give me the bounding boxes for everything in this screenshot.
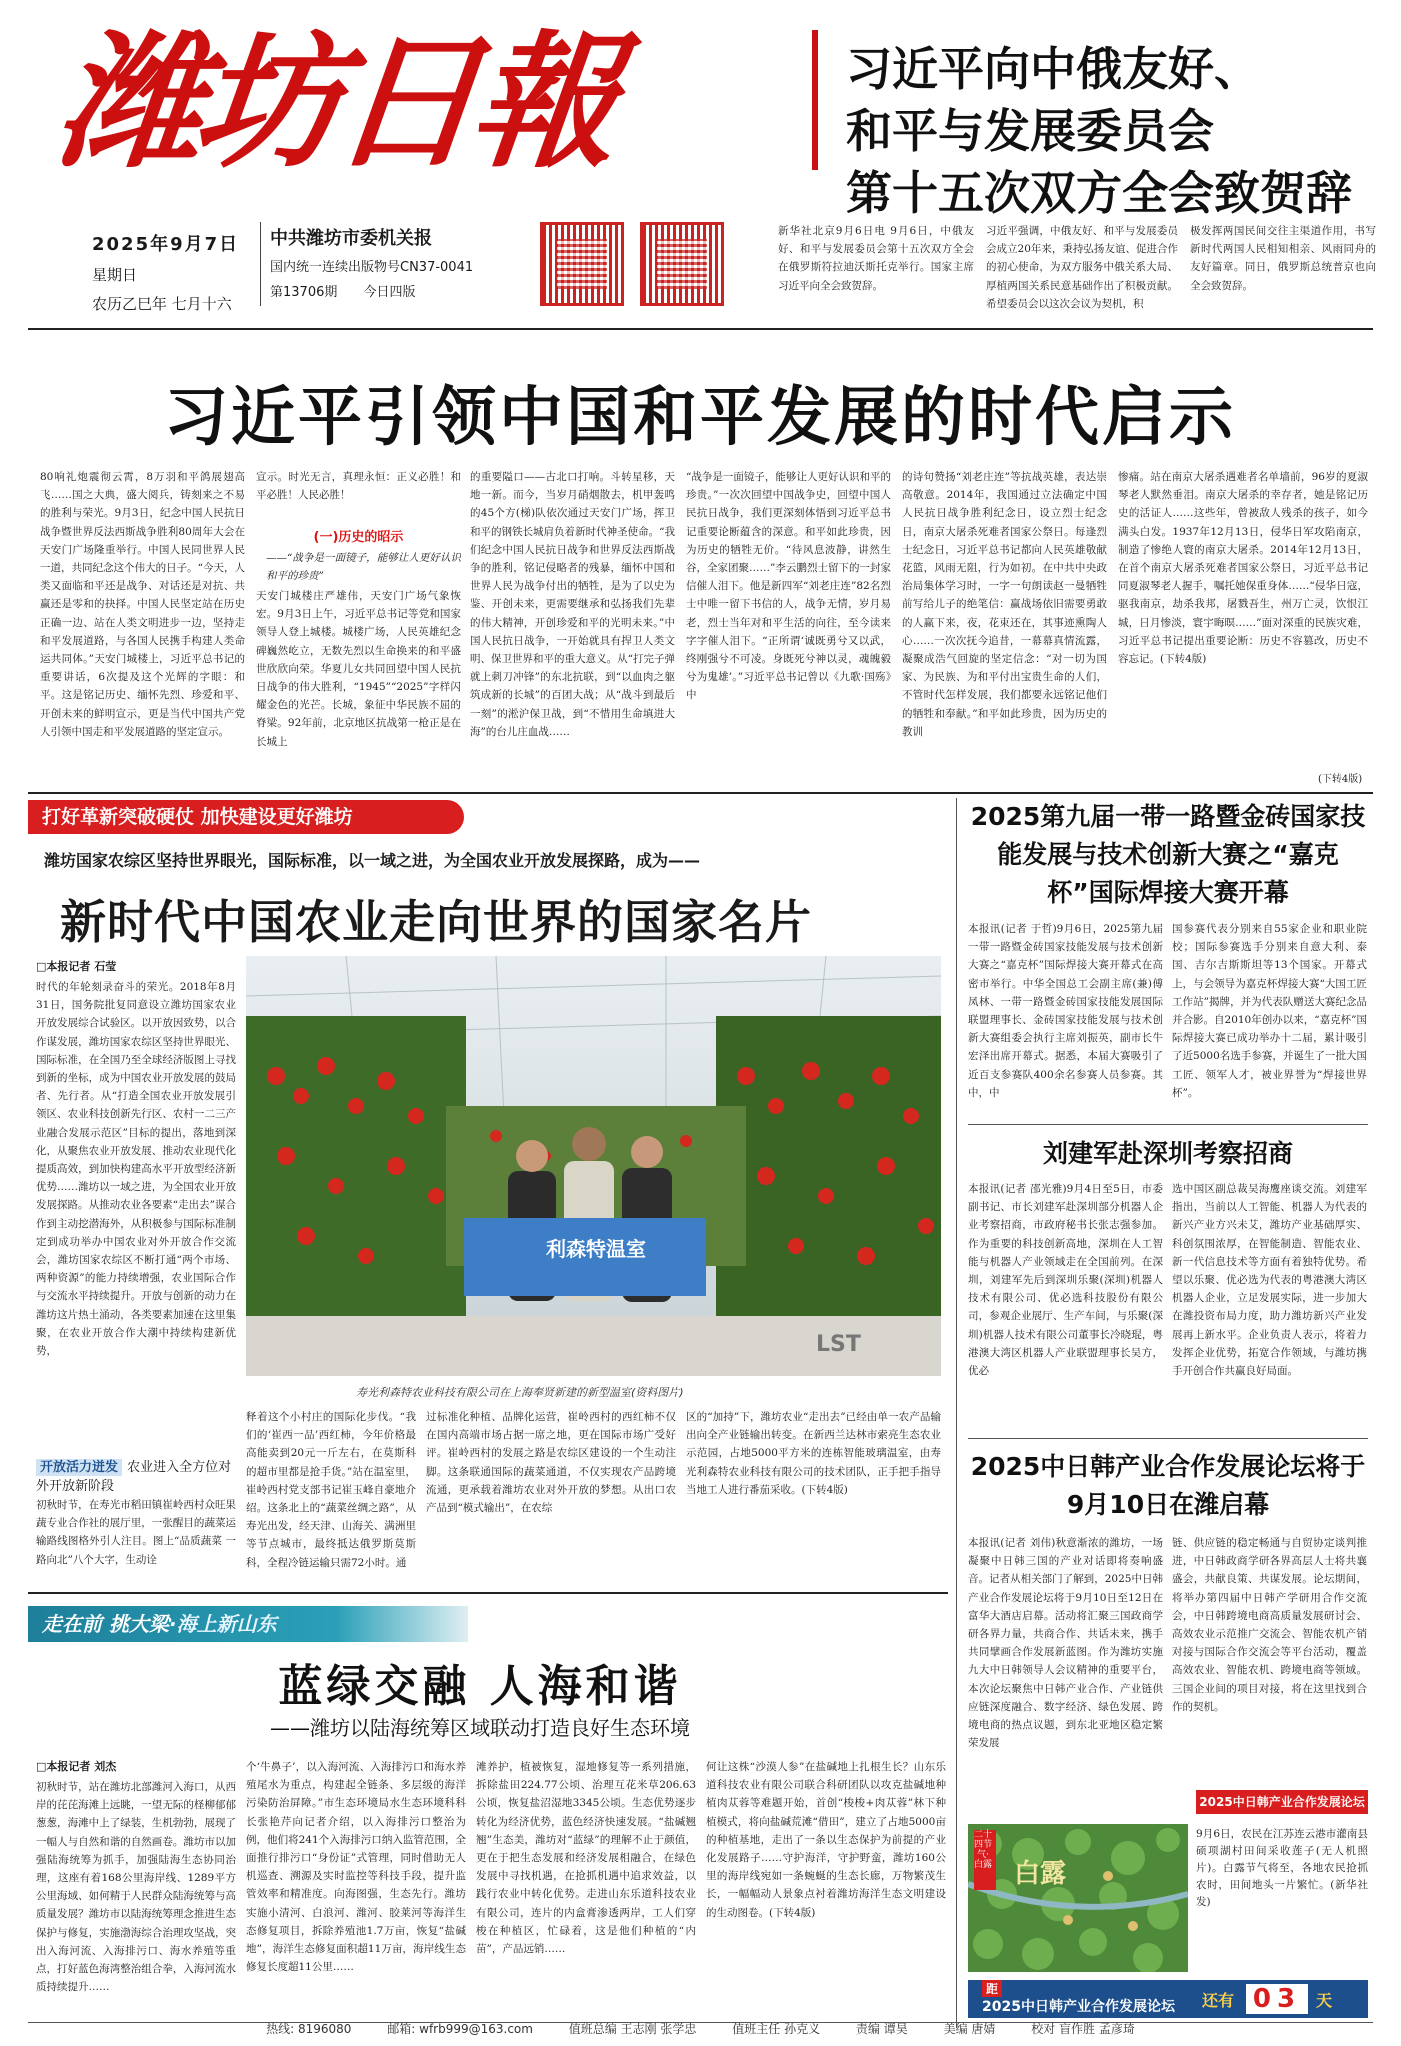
ocean-subheadline: ——潍坊以陆海统筹区域联动打造良好生态环境 [270,1716,690,1740]
ocean-col4: 何让这株“沙漠人参”在盐碱地上扎根生长？山东乐道科技农业有限公司联合科研团队以攻克盐碱地种植肉苁蓉等难题开始，首创“梭梭+肉苁蓉”林下种植模式，将向盐碱荒滩“借田”，建立了占地5000亩的种植基地，走出了一条以生态保护为前提的产业化发展路子……守护海洋，守护野蛮，潍坊160公里的海岸线宛如一条蜿蜒的生态长廊，万物繁茂生长，一幅幅动人景象点衬着潍坊海洋生态文明建设的生动图卷。(下转4版) [706,1761,946,1919]
lotus-caption: 9月6日，农民在江苏连云港市灌南县硕项湖村田间采收莲子(无人机照片)。白露节气将至，各地农民抢抓农时，田间地头一片繁忙。(新华社发) [1196,1828,1368,1908]
date-weekday: 星期日 [92,266,138,284]
countdown-unit: 天 [1316,1991,1333,2010]
liu-headline: 刘建军赴深圳考察招商 [1042,1139,1293,1168]
agri-intro: 潍坊国家农综区坚持世界眼光，国际标准，以一域之进，为全国农业开放发展探路，成为—— [44,851,701,870]
liu-col2: 选中国区副总裁吴海鹰座谈交流。刘建军指出，当前以人工智能、机器人为代表的新兴产业方兴未艾，潍坊产业基础厚实、科创氛围浓厚，在智能制造、智能农业、新一代信息技术等方面有着独特优势。希望以乐聚、优必选为代表的粤港澳大湾区机器人企业，立足发展实际，进一步加大在潍投资布局力度，助力潍坊新兴产业发展再上新水平。企业负责人表示，将着力发挥企业优势，拓宽合作领域，与潍坊携手开创合作共赢良好局面。 [1172,1183,1367,1378]
date-gregorian: 2025年9月7日 [92,234,240,255]
agri-col-b: 释着这个小村庄的国际化步伐。“我们的‘崔西一品’西红柿，今年价格最高能卖到20元一斤左右，在莫斯科的超市里都是抢手货。”站在温室里，崔岭西村党支部书记崔玉峰自豪地介绍。这条北上的“蔬菜丝绸之路”，从寿光出发，经天津、山海关、满洲里等节点城市，最终抵达俄罗斯莫斯科，全程冷链运输只需72小时。通 [246,1411,416,1569]
top-story-col2: 习近平强调，中俄友好、和平与发展委员会成立20年来，秉持弘扬友谊、促进合作的初心使命，为双方服务中俄关系大局、厚植两国关系民意基础作出了积极贡献。希望委员会以这次会议为契机，积 [986,225,1178,310]
ocean-byline: □本报记者 刘杰 [36,1760,117,1773]
lead-continued: (下转4版) [1318,774,1363,785]
column-divider [956,798,957,2028]
liu-col1: 本报讯(记者 邵光雅)9月4日至5日，市委副书记、市长刘建军赴深圳部分机器人企业考察招商，市政府秘书长张志强参加。作为重要的科技创新高地，深圳在人工智能与机器人产业领域走在全国前列。在深圳，刘建军先后到深圳乐聚(深圳)机器人技术有限公司、优必选科技股份有限公司，参观企业展厅、生产车间，与乐聚(深圳)机器人技术有限公司董事长冷晓琨，粤港澳大湾区机器人产业联盟理事长吴方，优必 [968,1183,1163,1378]
rule [28,792,1373,794]
lead-col2-wrap [256,468,461,786]
lead-subhead: (一)历史的昭示 [313,530,404,545]
footer [0,2020,1401,2044]
top-story-col3: 极发挥两国民间交往主渠道作用，书写新时代两国人民相知相亲、风雨同舟的友好篇章。同日，俄罗斯总统普京也向全会致贺辞。 [1190,225,1376,292]
agri-col-c: 过标准化种植、品牌化运营，崔岭西村的西红柿不仅在国内高端市场占据一席之地，更在国际市场广受好评。崔岭西村的发展之路是农综区建设的一个生动注脚。这条联通国际的蔬菜通道，不仅实现农产品跨境流通，更承载着潍坊农业对外开放的梦想。从出口农产品到“模式输出”，在农综 [426,1411,676,1515]
top-title-line: 习近平向中俄友好、 [846,42,1260,96]
section-band: 打好革新突破硬仗 加快建设更好潍坊 [28,800,464,834]
ocean-col1: 初秋时节，站在潍坊北部潍河入海口，从西岸的芘芘海滩上远眺，一望无际的柽柳郁郁葱葱，海滩中上了绿装，生机勃勃，展现了一幅人与自然和谐的自然画卷。潍坊市以加强陆海统筹为抓手，加强陆海生态协同治理，这座有着168公里海岸线、1289平方公里海域、如何精于人民群众陆海统筹与高质量发展？潍坊市以陆海统筹理念推进生态保护与修复，实施渤海综合治理攻坚战，突出入海河流、入海排污口、海水养殖等重点，打好蓝色海湾整治组合拳，入海河流水质持续提升…… [36,1781,236,1994]
footer-hotline: 热线: 8196080 [266,2022,352,2036]
welding-col1: 本报讯(记者 于哲)9月6日，2025第九届一带一路暨金砖国家技能发展与技术创新大赛之“嘉克杯”国际焊接大赛开幕式在高密市举行。中华全国总工会副主席(兼)傅凤林、一带一路暨金砖国家技能发展国际联盟理事长、金砖国家技能发展与技术创新大赛组委会执行主席刘振英，副市长牛宏泽出席开幕式。据悉，本届大赛吸引了近百支参赛队400余名参赛人员参赛。其中，中 [968,923,1163,1099]
lead-col6: 惨痛。站在南京大屠杀遇难者名单墙前，96岁的夏淑琴老人默然垂泪。南京大屠杀的幸存者，她是铭记历史的活证人……这些年，曾被敌人残杀的孩子，如今满头白发。1937年12月13日，侵华日军攻陷南京，制造了惨绝人寰的南京大屠杀。2014年12月13日，在首个南京大屠杀死难者国家公祭日，习近平总书记同夏淑琴老人握手，嘱托她保重身体……“侵华日寇，驱我南京，劫杀我邦，屠戮吾生，州万亡灵，饮恨江城，日月惨淡，寰宇晦暝……”面对深重的民族灾难，习近平总书记提出重要论断：历史不容篡改，历史不容忘记。(下转4版) [1118,471,1368,666]
lead-col2: 天安门城楼庄严雄伟，天安门广场气象恢宏。9月3日上午，习近平总书记等党和国家领导人登上城楼。城楼广场，人民英雄纪念碑巍然屹立，无数先烈以生命换来的和平盛世欣欣向荣。华夏儿女共同回望中国人民抗日战争的伟大胜利，“1945”“2025”字样闪耀金色的光芒。长城，象征中华民族不屈的脊梁。92年前，北京地区抗战第一枪正是在长城上 [256,590,461,748]
org-name: 中共潍坊市委机关报 [270,228,432,249]
rule [968,1124,1368,1125]
rule [28,1592,948,1594]
newspaper-logo: 潍坊日報 [49,17,620,188]
lead-col5: 的诗句赞扬“刘老庄连”等抗战英雄，表达崇高敬意。2014年，我国通过立法确定中国人民抗日战争胜利纪念日，设立烈士纪念日，南京大屠杀死难者国家公祭日。每逢烈士纪念日，习近平总书记都向人民英雄敬献花篮，风雨无阻，行为如初。在中共中央政治局集体学习时，一字一句朗读赵一曼牺牲前写给儿子的绝笔信：赢战场依旧需要勇敢的人赢下来，夜，花束还在，其事迹熏陶人心……一次次抚今追昔，一幕幕真情流露，凝聚成浩气回旋的坚定信念：“对一切为国家、为民族、为和平付出宝贵生命的人们，不管时代怎样发展，我们都要永远铭记他们的牺牲和奉献。”和平如此珍贵，因为历史的教训 [902,471,1107,738]
agri-headline: 新时代中国农业走向世界的国家名片 [60,895,812,949]
solar-term-badge: 二十四节气·白露 [974,1830,993,1870]
top-story-title [846,38,1376,224]
welding-col2: 国参赛代表分别来自55家企业和职业院校；国际参赛选手分别来自意大利、泰国、吉尔吉斯斯坦等13个国家。开幕式上，与会领导为嘉克杯焊接大赛“大国工匠工作站”揭牌，并为代表队赠送大赛纪念品并合影。自2010年创办以来，“嘉克杯”国际焊接大赛已成功举办十二届，累计吸引了近5000名选手参赛，并诞生了一批大国工匠、领军人才，被业界誉为“焊接世界杯”。 [1172,923,1367,1099]
qr-code-1[interactable] [540,222,624,306]
forum-badge: 2025中日韩产业合作发展论坛 [1196,1790,1368,1814]
greenhouse-photo [246,956,941,1376]
banner-text: 利森特温室 [546,1237,646,1261]
countdown-banner [968,1980,1368,2018]
divider [260,222,261,306]
org-block [270,224,520,300]
rule [968,1438,1368,1439]
date-lunar: 农历乙巳年 七月十六 [92,295,232,313]
org-issue-pages [270,281,520,300]
org-cn: 国内统一连续出版物号CN37-0041 [270,260,474,275]
lotus-field-photo [968,1824,1188,1972]
lead-col2-pre: 宣示。时光无言，真理永恒：正义必胜！和平必胜！人民必胜！ [256,471,461,502]
lotus-photo [968,1824,1188,1972]
lead-col4: “战争是一面镜子，能够让人更好认识和平的珍贵。”一次次回望中国战争史，回望中国人民抗日战争，我们更深刻体悟到习近平总书记重要论断蕴含的深意。和平如此珍贵，因为历史的牺牲无价。“待风息波静，讲然生谷，全家团聚……”李云鹏烈士留下的一封家信催人泪下。他是新四军“刘老庄连”82名烈士中唯一留下书信的人，战争无情，岁月易老，烈士当年对和平生活的向往，至今读来字字催人泪下。“正所谓‘诚既勇兮又以武，终刚强兮不可凌。身既死兮神以灵，魂魄毅兮为鬼雄’。”习近平总书记曾以《九歌·国殇》中 [686,471,891,702]
agri-sub-text: 农业进入全方位对外开放新阶段 [36,1460,232,1494]
accent-bar [812,30,818,170]
footer-email: 邮箱: wfrb999@163.com [387,2022,533,2036]
ocean-band-text2: ·海上新山东 [168,1612,277,1636]
lead-col1: 80响礼炮震彻云霄，8万羽和平鸽展翅高飞……国之大典，盛大阅兵，铸刻来之不易的胜利与荣光。9月3日，纪念中国人民抗日战争暨世界反法西斯战争胜利80周年大会在天安门广场隆重举行。中国人民同世界人民一道，共同纪念这个伟大的日子。“今天，人类又面临和平还是战争、对话还是对抗、共赢还是零和的抉择。中国人民坚定站在历史正确一边、站在人类文明进步一边，坚持走和平发展道路，与各国人民携手构建人类命运共同体。”天安门城楼上，习近平总书记的重要讲话，6次提及这个光辉的字眼：和平。这是铭记历史、缅怀先烈、珍爱和平、开创未来的鲜明宣示，更是当代中国共产党人引领中国走和平发展道路的坚定宣示。 [40,471,245,738]
footer-director: 值班主任 孙克义 [732,2022,821,2036]
countdown-prefix: 距 [982,1980,1002,1997]
forum-col1: 本报讯(记者 刘伟)秋意渐浓的潍坊，一场凝聚中日韩三国的产业对话即将奏响盛音。记者从相关部门了解到，2025中日韩产业合作发展论坛将于9月10日至12日在富华大酒店启幕。活动将汇聚三国政商学研各界力量，共商合作、共话未来，携手共同擘画合作发展新蓝图。作为潍坊实施九大中日韩领导人会议精神的重要平台，本次论坛聚焦中日韩产业合作、产业链供应链深度融合、数字经济、绿色发展、跨境电商的热点议题，到东北亚地区稳定繁荣发展 [968,1537,1163,1750]
svg-text:LST: LST [816,1332,861,1357]
footer-proofreader: 校对 盲作胜 孟彦琦 [1031,2022,1135,2036]
agri-photo-caption: 寿光利森特农业科技有限公司在上海奉贤新建的新型温室(资料图片) [356,1386,684,1399]
org-pages: 今日四版 [363,285,416,300]
welding-headline: 2025第九届一带一路暨金砖国家技能发展与技术创新大赛之“嘉克杯”国际焊接大赛开幕 [970,802,1366,907]
footer-editor: 责编 谭昊 [855,2022,908,2036]
agri-col1-wrap [36,958,236,1468]
agri-photo [246,956,941,1376]
lead-headline: 习近平引领中国和平发展的时代启示 [164,380,1236,455]
countdown-text: 2025中日韩产业合作发展论坛 [982,1999,1175,2015]
footer-designer: 美编 唐婧 [943,2022,996,2036]
masthead [49,17,728,218]
ocean-col2: 个‘牛鼻子’，以入海河流、入海排污口和海水养殖尾水为重点，构建起全链条、多层级的海洋污染防治屏障。”市生态环境局水生态环境科科长张艳芹向记者介绍，以入海排污口整治为例，他们将241个入海排污口纳入监管范围，全面推行排污口“身份证”式管理，同时借助无人机巡查、溯源及实时监控等科技手段，提升监管效率和精准度。向海图强，生态先行。潍坊实施小清河、白浪河、潍河、胶莱河等海洋生态修复项目，拆除养殖池1.7万亩，恢复“盐碱地”，海洋生态修复面积超11万亩，海岸线生态修复长度超11公里…… [246,1761,466,1974]
ocean-headline: 蓝绿交融 人海和谐 [278,1661,682,1712]
countdown-days: 03 [1246,1984,1308,2014]
lead-col3: 的重要隘口——古北口打响。斗转星移，天地一新。而今，当岁月硝烟散去，机甲轰鸣的45个方(梯)队依次通过天安门广场，挥卫和平的钢铁长城肩负着新时代神圣使命。“我们纪念中国人民抗日战争和世界反法西斯战争的胜利，铭记侵略者的残暴，缅怀中国和世界人民为战争付出的牺牲，是为了以史为鉴、开创未来，更需要继承和弘扬我们先辈的伟大精神，开创珍爱和平的光明未来。”中国人民抗日战争，一开始就具有捍卫人类文明、保卫世界和平的重大意义。从“打完子弹就上刺刀冲锋”的东北抗联，到“以血肉之躯筑成新的长城”的百团大战；从“战斗到最后一刻”的淞沪保卫战，到“不惜用生命填进大海”的台儿庄血战…… [470,471,675,738]
top-story-col1: 新华社北京9月6日电 9月6日，中俄友好、和平与发展委员会第十五次双方全会在俄罗斯符拉迪沃斯托克举行。国家主席习近平向全会致贺辞。 [778,225,974,292]
qr-code-2[interactable] [640,222,724,306]
forum-headline: 2025中日韩产业合作发展论坛将于9月10日在潍启幕 [970,1452,1366,1519]
org-issue: 第13706期 [270,285,338,300]
rule [28,328,1373,330]
ocean-band-text: 走在前 挑大梁 [42,1612,169,1636]
agri-col1: 时代的年轮刻录奋斗的荣光。2018年8月31日，国务院批复同意设立潍坊国家农业开放发展综合试验区。以开放因致势，以合作谋发展，潍坊国家农综区坚持世界眼光、国际标准，在全国乃至全球经济版图上寻找到新的坐标，成为中国农业开放发展的鼓局者、先行者。从“打造全国农业开放发展引领区、农业科技创新先行区、农村一二三产业融合发展示范区”目标的提出，落地到深化，从聚焦农业开放发展、推动农业现代化提质高效，到加快构建高水平开放型经济新优势……潍坊以一域之进，为全国农业开放发展探路。从推动农业各要素“走出去”谋合作到主动挖潜海外，从积极参与国际标准制定到成功举办中国农业对外开放合作交流会，潍坊国家农综区不断打通“两个市场、两种资源”的能力持续增强，农业国际合作与交流水平持续提升。开放与创新的动力在潍坊这片热土涌动，各类要素加速在这里集聚，在农业开放合作大潮中持续构建新优势， [36,981,236,1358]
ocean-col1-wrap [36,1758,236,2014]
agri-subhead-wrap [36,1456,236,1494]
agri-sub-label: 开放活力迸发 [36,1459,122,1476]
agri-col-a: 初秋时节，在寿光市稻田镇崔岭西村众旺果蔬专业合作社的展厅里，一张醒目的蔬菜运输路线图格外引人注目。图上“品质蔬菜 一路向北”八个大字，生动诠 [36,1499,236,1566]
forum-col2: 链、供应链的稳定畅通与自贸协定谈判推进，中日韩政商学研各界高层人士将共襄盛会，共献良策、共谋发展。论坛期间，将举办第四届中日韩产学研用合作交流会，中日韩跨境电商高质量发展研讨会、高效农业示范推广交流会、智能农机产销对接与国际合作交流会等平台活动，覆盖高效农业、智能农机、跨境电商等领域。三国企业间的项目对接，将在这里找到合作的契机。 [1172,1537,1367,1713]
ocean-col3: 滩养护，植被恢复，湿地修复等一系列措施，拆除盐田224.77公顷、治理互花米草206.63公顷，恢复盐沼湿地3345公顷。生态优势逐步转化为经济优势，蓝色经济快速发展。“盐碱翘翘”生态美，潍坊对“蓝绿”的理解不止于颜值，更在于把生态发展和经济发展相融合，在绿色发展中寻找机遇，在抢抓机遇中追求效益，以践行农业中转化优势。走进山东乐道科技农业有限公司，连片的内盒膏渗透两岸，工人们穿梭在种植区，忙碌着，这是他们种植的“内苗”，产品远销…… [476,1761,696,1956]
ocean-band [28,1606,468,1642]
top-title-line: 和平与发展委员会 [846,104,1214,158]
footer-editor-chief: 值班总编 王志刚 张学忠 [568,2022,697,2036]
agri-col-d: 区的“加持”下，潍坊农业“走出去”已经由单一农产品输出向全产业链输出转变。在新西兰达林市索亮生态农业示范园，占地5000平方米的连栋智能玻璃温室，由寿光利森特农业科技有限公司的技术团队，正手把手指导当地工人进行番茄采收。(下转4版) [686,1411,941,1496]
svg-text:白露: 白露 [1014,1859,1067,1889]
agri-byline: □本报记者 石莹 [36,960,117,973]
lead-quote: ——“战争是一面镜子，能够让人更好认识和平的珍贵” [266,552,461,583]
date-block [92,230,239,314]
countdown-still: 还有 [1202,1991,1235,2010]
top-title-line: 第十五次双方全会致贺辞 [846,166,1352,220]
